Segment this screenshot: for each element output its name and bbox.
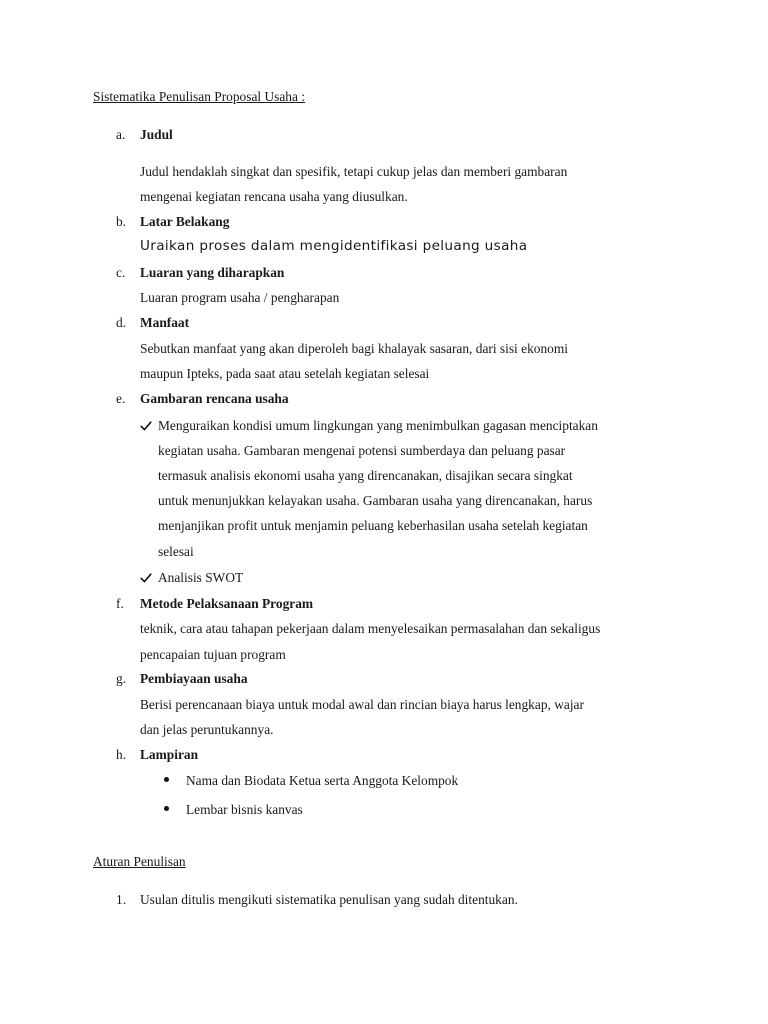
section-text-line: pencapaian tujuan program (140, 647, 286, 662)
check-text-line: menjanjikan profit untuk menjamin peluang keberhasilan usaha setelah kegiatan (158, 518, 588, 533)
section-heading: Gambaran rencana usaha (140, 391, 289, 406)
checkmark-icon (140, 572, 152, 584)
check-text-line: kegiatan usaha. Gambaran mengenai potensi sumberdaya dan peluang pasar (158, 443, 566, 458)
check-text-line: termasuk analisis ekonomi usaha yang direncanakan, disajikan secara singkat (158, 468, 573, 483)
section-text-line: Sebutkan manfaat yang akan diperoleh bagi khalayak sasaran, dari sisi ekonomi (140, 341, 568, 356)
section-marker: h. (116, 747, 127, 762)
section-text-line: dan jelas peruntukannya. (140, 722, 274, 737)
section-text-line: mengenai kegiatan rencana usaha yang diusulkan. (140, 189, 408, 204)
section-marker: c. (116, 265, 126, 280)
checkmark-icon (140, 420, 152, 432)
bullet-text: Nama dan Biodata Ketua serta Anggota Kelompok (186, 773, 459, 788)
check-text-line: selesai (158, 544, 194, 559)
check-text-line: untuk menunjukkan kelayakan usaha. Gambaran usaha yang direncanakan, harus (158, 493, 593, 508)
rule-number: 1. (116, 892, 127, 907)
section-heading: Metode Pelaksanaan Program (140, 596, 314, 611)
check-text-line: Analisis SWOT (158, 570, 244, 585)
section-heading: Judul (140, 127, 173, 142)
rule-text: Usulan ditulis mengikuti sistematika penulisan yang sudah ditentukan. (140, 892, 518, 907)
section-heading: Manfaat (140, 315, 190, 330)
section-heading: Latar Belakang (140, 214, 230, 229)
section-text-line: Uraikan proses dalam mengidentifikasi peluang usaha (140, 238, 528, 254)
document-title: Sistematika Penulisan Proposal Usaha : (93, 89, 305, 104)
bullet-icon (164, 806, 169, 811)
section-text-line: Judul hendaklah singkat dan spesifik, tetapi cukup jelas dan memberi gambaran (140, 164, 568, 179)
section-marker: a. (116, 127, 126, 142)
section-text-line: maupun Ipteks, pada saat atau setelah kegiatan selesai (140, 366, 430, 381)
bullet-text: Lembar bisnis kanvas (186, 802, 303, 817)
section-heading: Luaran yang diharapkan (140, 265, 285, 280)
section-heading: Pembiayaan usaha (140, 671, 248, 686)
section-marker: f. (116, 596, 124, 611)
check-text-line: Menguraikan kondisi umum lingkungan yang menimbulkan gagasan menciptakan (158, 418, 598, 433)
section-marker: g. (116, 671, 127, 686)
rules-title: Aturan Penulisan (93, 854, 186, 869)
section-marker: e. (116, 391, 126, 406)
section-text-line: Berisi perencanaan biaya untuk modal awal dan rincian biaya harus lengkap, wajar (140, 697, 584, 712)
bullet-icon (164, 777, 169, 782)
section-text-line: Luaran program usaha / pengharapan (140, 290, 340, 305)
section-marker: b. (116, 214, 127, 229)
section-marker: d. (116, 315, 127, 330)
section-heading: Lampiran (140, 747, 199, 762)
section-text-line: teknik, cara atau tahapan pekerjaan dalam menyelesaikan permasalahan dan sekaligus (140, 621, 601, 636)
